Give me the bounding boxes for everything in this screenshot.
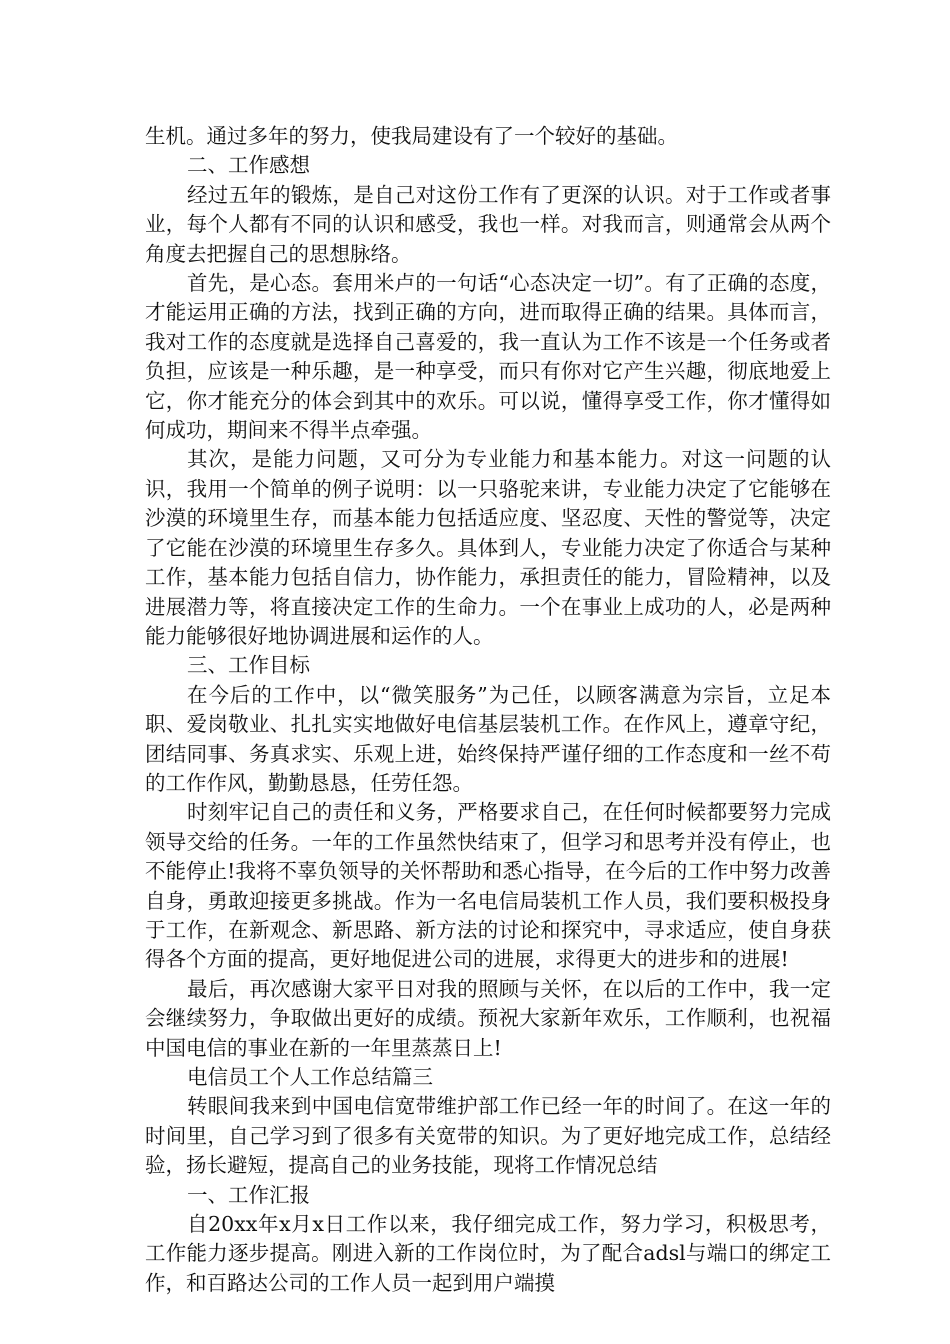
paragraph: 经过五年的锻炼，是自己对这份工作有了更深的认识。对于工作或者事业，每个人都有不同的认识和感受，我也一样。对我而言，则通常会从两个角度去把握自己的思想脉络。 bbox=[145, 182, 831, 266]
paragraph: 生机。通过多年的努力，使我局建设有了一个较好的基础。 bbox=[145, 124, 678, 148]
paragraph: 其次，是能力问题，又可分为专业能力和基本能力。对这一问题的认识，我用一个简单的例子说明：以一只骆驼来讲，专业能力决定了它能够在沙漠的环境里生存，而基本能力包括适应度、坚忍度、天性的警觉等，决定了它能在沙漠的环境里生存多久。具体到人，专业能力决定了你适合与某种工作，基本能力包括自信力，协作能力，承担责任的能力，冒险精神，以及进展潜力等，将直接决定工作的生命力。一个在事业上成功的人，必是两种能力能够很好地协调进展和运作的人。 bbox=[145, 447, 831, 648]
paragraph: 在今后的工作中，以“微笑服务”为己任，以顾客满意为宗旨，立足本职、爱岗敬业、扎扎实实地做好电信基层装机工作。在作风上，遵章守纪，团结同事、务真求实、乐观上进，始终保持严谨仔细的工作态度和一丝不苟的工作作风，勤勤恳恳，任劳任怨。 bbox=[145, 682, 831, 795]
section-heading-work-report: 一、工作汇报 bbox=[187, 1182, 310, 1207]
paragraph: 时刻牢记自己的责任和义务，严格要求自己，在任何时候都要努力完成领导交给的任务。一年的工作虽然快结束了，但学习和思考并没有停止，也不能停止!我将不辜负领导的关怀帮助和悉心指导，在今后的工作中努力改善自身，勇敢迎接更多挑战。作为一名电信局装机工作人员，我们要积极投身于工作，在新观念、新思路、新方法的讨论和探究中，寻求适应，使自身获得各个方面的提高，更好地促进公司的进展，求得更大的进步和的进展! bbox=[145, 800, 831, 972]
paragraph: 自20xx年x月x日工作以来，我仔细完成工作，努力学习，积极思考，工作能力逐步提高。刚进入新的工作岗位时，为了配合adsl与端口的绑定工作，和百路达公司的工作人员一起到用户端摸 bbox=[145, 1212, 831, 1295]
paragraph: 转眼间我来到中国电信宽带维护部工作已经一年的时间了。在这一年的时间里，自己学习到了很多有关宽带的知识。为了更好地完成工作，总结经验，扬长避短，提高自己的业务技能，现将工作情况总结 bbox=[145, 1094, 831, 1178]
paragraph: 最后，再次感谢大家平日对我的照顾与关怀，在以后的工作中，我一定会继续努力，争取做出更好的成绩。预祝大家新年欢乐，工作顺利，也祝福中国电信的事业在新的一年里蒸蒸日上! bbox=[145, 976, 831, 1060]
section-heading-work-goals: 三、工作目标 bbox=[187, 653, 310, 678]
section-heading-work-thoughts: 二、工作感想 bbox=[187, 153, 310, 178]
paragraph: 首先，是心态。套用米卢的一句话“心态决定一切”。有了正确的态度，才能运用正确的方法，找到正确的方向，进而取得正确的结果。具体而言，我对工作的态度就是选择自己喜爱的，我一直认为工作不该是一个任务或者负担，应该是一种乐趣，是一种享受，而只有你对它产生兴趣，彻底地爱上它，你才能充分的体会到其中的欢乐。可以说，懂得享受工作，你才懂得如何成功，期间来不得半点牵强。 bbox=[145, 271, 831, 443]
article-title-part-three: 电信员工个人工作总结篇三 bbox=[187, 1065, 433, 1089]
document-body bbox=[145, 122, 831, 1298]
